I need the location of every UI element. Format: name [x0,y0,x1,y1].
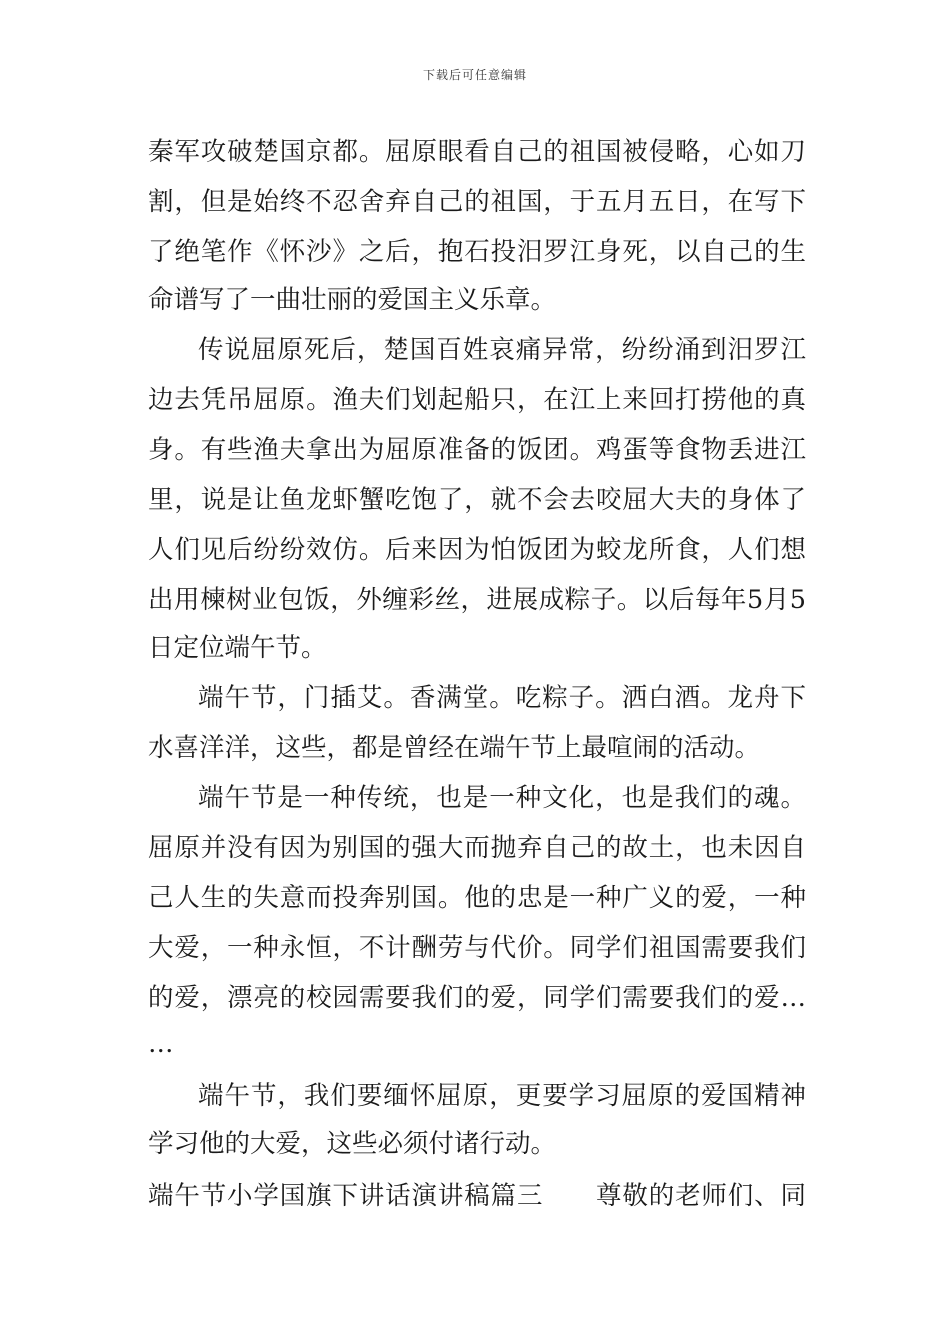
text-line: 人们见后纷纷效仿。后来因为怕饭团为蛟龙所食，人们想 [148,535,806,565]
paragraph-start-line: 端午节是一种传统，也是一种文化，也是我们的魂。 [198,783,806,813]
section-heading-line: 端午节小学国旗下讲话演讲稿篇三 尊敬的老师们、同 [148,1181,806,1211]
text-line: 身。有些渔夫拿出为屈原准备的饭团。鸡蛋等食物丢进江 [148,435,806,465]
text-line: 秦军攻破楚国京都。屈原眼看自己的祖国被侵略，心如刀 [148,137,806,167]
text-line: 学习他的大爱，这些必须付诸行动。 [148,1129,557,1159]
page-header: 下载后可任意编辑 [422,68,527,82]
text-line: 了绝笔作《怀沙》之后，抱石投汨罗江身死，以自己的生 [148,237,806,267]
text-line: … [148,1029,174,1059]
text-line: 命谱写了一曲壮丽的爱国主义乐章。 [148,285,557,315]
text-line: 日定位端午节。 [148,633,327,663]
text-line: 出用楝树业包饭，外缠彩丝，进展成粽子。以后每年5月5 [148,585,806,615]
paragraph-start-line: 端午节，门插艾。香满堂。吃粽子。洒白酒。龙舟下 [198,683,806,713]
paragraph-start-line: 端午节，我们要缅怀屈原，更要学习屈原的爱国精神 [198,1081,806,1111]
text-line: 边去凭吊屈原。渔夫们划起船只，在江上来回打捞他的真 [148,385,806,415]
paragraph-start-line: 传说屈原死后，楚国百姓哀痛异常，纷纷涌到汨罗江 [198,335,806,365]
text-line: 己人生的失意而投奔别国。他的忠是一种广义的爱，一种 [148,883,806,913]
text-line: 的爱，漂亮的校园需要我们的爱，同学们需要我们的爱… [148,983,806,1013]
text-line: 屈原并没有因为别国的强大而抛弃自己的故土，也未因自 [148,833,806,863]
text-line: 水喜洋洋，这些，都是曾经在端午节上最喧闹的活动。 [148,733,761,763]
text-line: 割，但是始终不忍舍弃自己的祖国，于五月五日，在写下 [148,187,806,217]
text-line: 里，说是让鱼龙虾蟹吃饱了，就不会去咬屈大夫的身体了 [148,485,806,515]
text-line: 大爱，一种永恒，不计酬劳与代价。同学们祖国需要我们 [148,933,806,963]
